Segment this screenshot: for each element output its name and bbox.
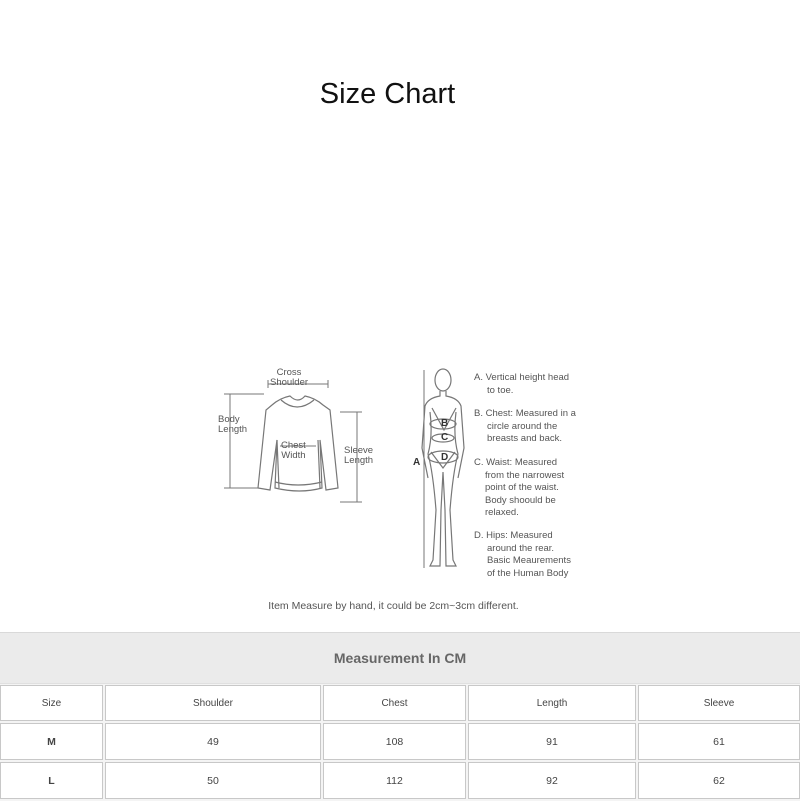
- cross-shoulder-label: Cross Shoulder: [270, 367, 309, 388]
- sleeve-length-label: Sleeve Length: [344, 445, 374, 466]
- header-size: Size: [0, 685, 103, 721]
- legend-c-line: Body shoould be: [485, 494, 556, 506]
- cell-shoulder: 49: [105, 723, 321, 760]
- legend-d-line: around the rear.: [487, 542, 555, 554]
- letter-a: A: [413, 457, 421, 468]
- body-figure-icon: [422, 369, 464, 566]
- table-caption: Measurement In CM: [0, 633, 800, 684]
- legend-c: [474, 457, 564, 520]
- cell-length: 92: [468, 762, 636, 799]
- cell-sleeve: 61: [638, 723, 800, 760]
- legend-c-line: relaxed.: [485, 507, 519, 518]
- legend-b-head: B. Chest: Measured in a: [474, 408, 576, 419]
- legend-d-line: of the Human Body: [487, 567, 569, 579]
- legend-a-head: A. Vertical height head: [474, 372, 570, 383]
- cell-sleeve: 62: [638, 762, 800, 799]
- legend-c-head: C. Waist: Measured: [474, 457, 558, 468]
- size-table: [0, 632, 800, 801]
- measurement-note: Item Measure by hand, it could be 2cm~3cm different.: [268, 600, 519, 612]
- body-length-label: Body Length: [218, 414, 248, 435]
- letter-c: C: [441, 432, 449, 443]
- letter-d: D: [441, 452, 449, 463]
- cell-length: 91: [468, 723, 636, 760]
- garment-and-body-illustration: [0, 360, 800, 600]
- header-sleeve: Sleeve: [638, 685, 800, 721]
- header-shoulder: Shoulder: [105, 685, 321, 721]
- legend-b-line: circle around the: [487, 420, 558, 432]
- cell-size: L: [0, 762, 103, 799]
- page-title: Size Chart: [319, 78, 456, 110]
- header-chest: Chest: [323, 685, 466, 721]
- cell-chest: 112: [323, 762, 466, 799]
- legend-d-head: D. Hips: Measured: [474, 530, 553, 541]
- chest-width-label: Chest Width: [281, 440, 306, 461]
- legend-d: [474, 530, 571, 580]
- letter-b: B: [441, 418, 449, 429]
- measurement-diagram: [0, 360, 800, 620]
- legend-c-line: point of the waist.: [485, 482, 559, 493]
- legend-a-line: to toe.: [487, 384, 514, 396]
- legend-c-line: from the narrowest: [485, 469, 565, 481]
- cell-shoulder: 50: [105, 762, 321, 799]
- cell-size: M: [0, 723, 103, 760]
- cell-chest: 108: [323, 723, 466, 760]
- legend-a: [474, 372, 569, 397]
- legend-d-line: Basic Meaurements: [487, 555, 571, 566]
- legend-b: [474, 408, 576, 446]
- header-length: Length: [468, 685, 636, 721]
- legend-b-line: breasts and back.: [487, 433, 562, 444]
